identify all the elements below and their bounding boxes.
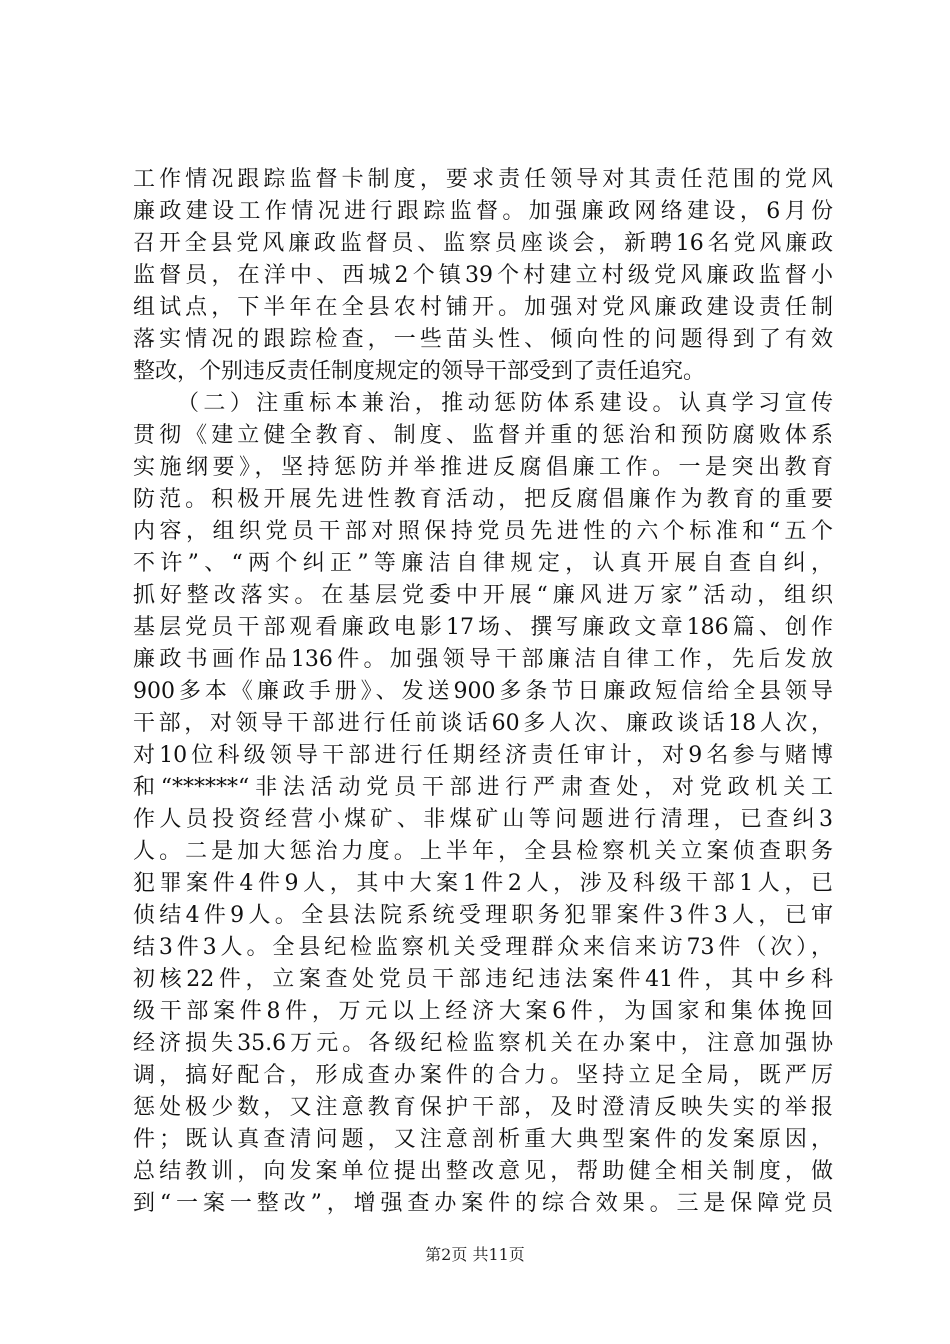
text-line: 干部，对领导干部进行任前谈话60多人次、廉政谈话18人次， bbox=[133, 711, 833, 736]
document-body bbox=[133, 164, 833, 1220]
text-line: 作人员投资经营小煤矿、非煤矿山等问题进行清理，已查纠3 bbox=[133, 807, 833, 832]
text-line: 对10位科级领导干部进行任期经济责任审计，对9名参与赌博 bbox=[133, 743, 833, 768]
text-line: 侦结4件9人。全县法院系统受理职务犯罪案件3件3人，已审 bbox=[133, 903, 833, 928]
text-line: 结3件3人。全县纪检监察机关受理群众来信来访73件（次）， bbox=[133, 935, 833, 960]
text-line: 经济损失35.6万元。各级纪检监察机关在办案中，注意加强协 bbox=[133, 1031, 833, 1056]
text-line: 整改，个别违反责任制度规定的领导干部受到了责任追究。 bbox=[133, 359, 706, 384]
text-line: 犯罪案件4件9人，其中大案1件2人，涉及科级干部1人，已 bbox=[133, 871, 833, 896]
text-line: 不许”、“两个纠正”等廉洁自律规定，认真开展自查自纠， bbox=[133, 551, 833, 576]
text-line: 监督员，在洋中、西城2个镇39个村建立村级党风廉政监督小 bbox=[133, 263, 833, 288]
text-line: 内容，组织党员干部对照保持党员先进性的六个标准和“五个 bbox=[133, 519, 833, 544]
text-line: 廉政建设工作情况进行跟踪监督。加强廉政网络建设，6月份 bbox=[133, 199, 833, 224]
text-line: 和“******“非法活动党员干部进行严肃查处，对党政机关工 bbox=[133, 775, 833, 800]
text-line: 总结教训，向发案单位提出整改意见，帮助健全相关制度，做 bbox=[133, 1159, 833, 1184]
text-line: 基层党员干部观看廉政电影17场、撰写廉政文章186篇、创作 bbox=[133, 615, 833, 640]
text-line: 工作情况跟踪监督卡制度，要求责任领导对其责任范围的党风 bbox=[133, 167, 833, 192]
text-line: 召开全县党风廉政监督员、监察员座谈会，新聘16名党风廉政 bbox=[133, 231, 833, 256]
page-number-footer: 第2页 共11页 bbox=[425, 1245, 525, 1264]
text-line: 组试点，下半年在全县农村铺开。加强对党风廉政建设责任制 bbox=[133, 295, 833, 320]
text-line: 级干部案件8件，万元以上经济大案6件，为国家和集体挽回 bbox=[133, 999, 833, 1024]
text-line: 调，搞好配合，形成查办案件的合力。坚持立足全局，既严厉 bbox=[133, 1063, 833, 1088]
text-line: 实施纲要》，坚持惩防并举推进反腐倡廉工作。一是突出教育 bbox=[133, 455, 833, 480]
text-line: 廉政书画作品136件。加强领导干部廉洁自律工作，先后发放 bbox=[133, 647, 833, 672]
text-line: 到“一案一整改”，增强查办案件的综合效果。三是保障党员 bbox=[133, 1191, 833, 1216]
text-line: 人。二是加大惩治力度。上半年，全县检察机关立案侦查职务 bbox=[133, 839, 833, 864]
text-line: 抓好整改落实。在基层党委中开展“廉风进万家”活动，组织 bbox=[133, 583, 833, 608]
text-line: 落实情况的跟踪检查，一些苗头性、倾向性的问题得到了有效 bbox=[133, 327, 833, 352]
text-line: 件；既认真查清问题，又注意剖析重大典型案件的发案原因， bbox=[133, 1127, 833, 1152]
section-heading-line: （二）注重标本兼治，推动惩防体系建设。认真学习宣传 bbox=[177, 391, 833, 416]
text-line: 防范。积极开展先进性教育活动，把反腐倡廉作为教育的重要 bbox=[133, 487, 833, 512]
text-line: 惩处极少数，又注意教育保护干部，及时澄清反映失实的举报 bbox=[133, 1095, 833, 1120]
text-line: 900多本《廉政手册》、发送900多条节日廉政短信给全县领导 bbox=[133, 679, 833, 704]
text-line: 初核22件，立案查处党员干部违纪违法案件41件，其中乡科 bbox=[133, 967, 833, 992]
text-line: 贯彻《建立健全教育、制度、监督并重的惩治和预防腐败体系 bbox=[133, 423, 833, 448]
